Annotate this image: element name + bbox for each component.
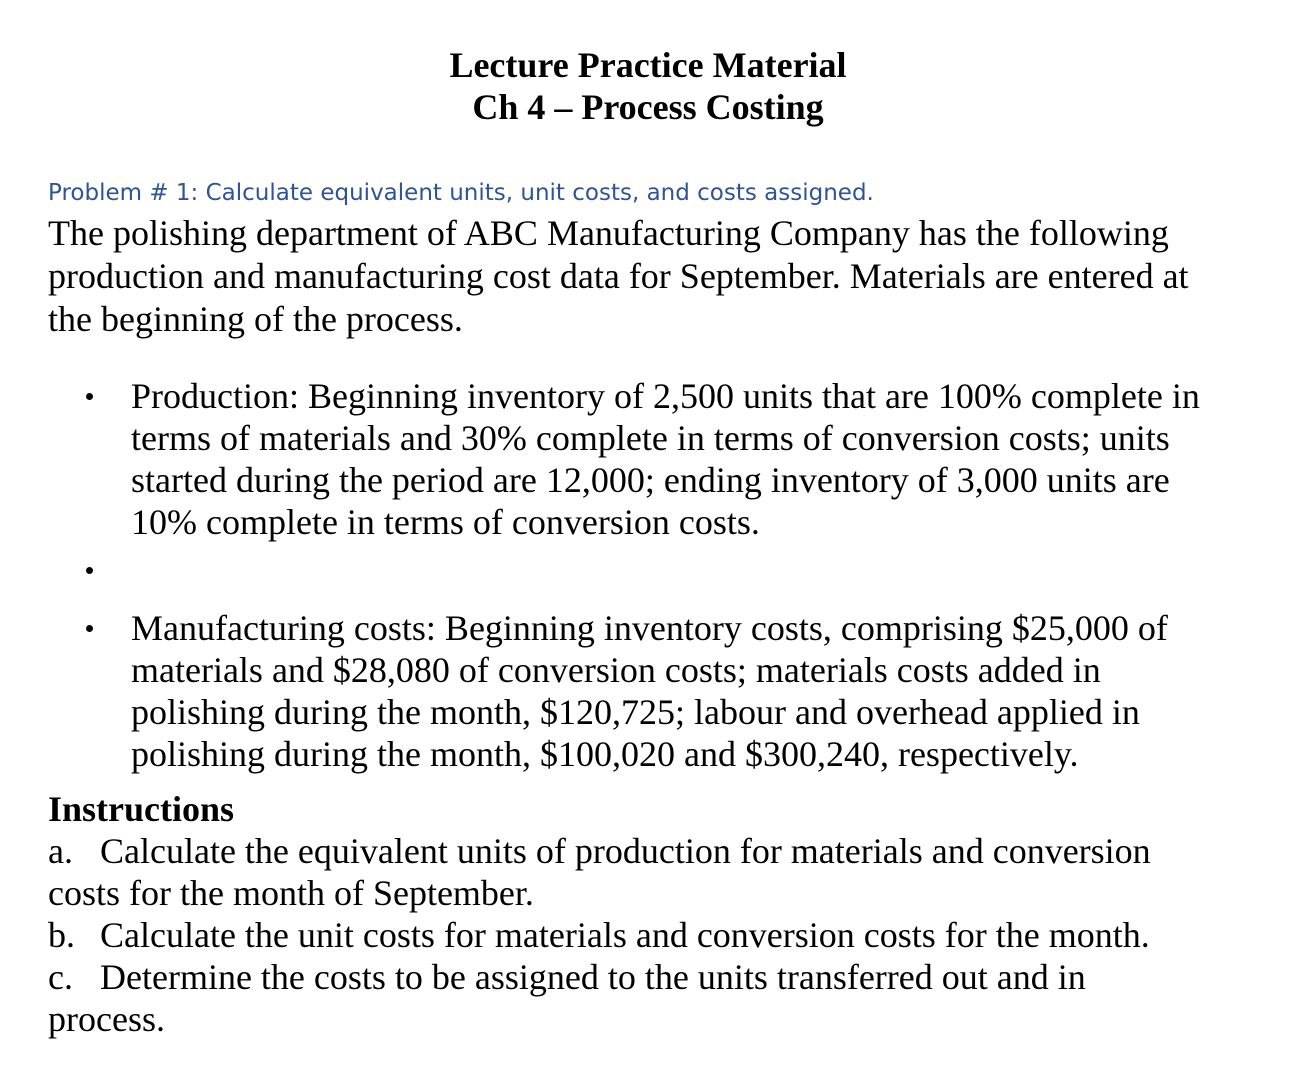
bullet-line: Production: Beginning inventory of 2,500 units that are 100% complete in bbox=[131, 376, 1200, 416]
instructions-heading: Instructions bbox=[48, 789, 235, 829]
bullet-list bbox=[0, 375, 1296, 775]
bullet-line: started during the period are 12,000; ending inventory of 3,000 units are bbox=[131, 460, 1170, 500]
bullet-line: polishing during the month, $100,020 and $300,240, respectively. bbox=[131, 734, 1079, 774]
intro-line: the beginning of the process. bbox=[48, 299, 463, 339]
bullet-line: terms of materials and 30% complete in terms of conversion costs; units bbox=[131, 418, 1170, 458]
instruction-b bbox=[48, 914, 1268, 956]
instructions-section bbox=[48, 788, 1268, 1040]
bullet-dot-icon bbox=[86, 567, 93, 574]
bullet-line: polishing during the month, $120,725; labour and overhead applied in bbox=[131, 692, 1140, 732]
instruction-letter: a. bbox=[48, 831, 73, 871]
instruction-text: Calculate the unit costs for materials and conversion costs for the month. bbox=[100, 915, 1150, 955]
document-title bbox=[0, 44, 1296, 128]
title-line-1: Lecture Practice Material bbox=[449, 45, 847, 85]
instruction-a bbox=[48, 830, 1268, 872]
bullet-empty bbox=[0, 543, 1296, 607]
bullet-production bbox=[0, 375, 1296, 543]
bullet-manufacturing-costs bbox=[0, 607, 1296, 775]
bullet-dot-icon bbox=[86, 393, 93, 400]
instruction-letter: c. bbox=[48, 957, 73, 997]
instruction-text: Calculate the equivalent units of production for materials and conversion bbox=[100, 831, 1151, 871]
problem-intro bbox=[48, 212, 1248, 341]
intro-line: The polishing department of ABC Manufacturing Company has the following bbox=[48, 213, 1169, 253]
instruction-letter: b. bbox=[48, 915, 75, 955]
title-line-2: Ch 4 – Process Costing bbox=[472, 87, 824, 127]
problem-heading: Problem # 1: Calculate equivalent units, unit costs, and costs assigned. bbox=[48, 180, 874, 206]
instruction-c-continued: process. bbox=[48, 999, 165, 1039]
bullet-line: materials and $28,080 of conversion costs; materials costs added in bbox=[131, 650, 1101, 690]
bullet-line: Manufacturing costs: Beginning inventory costs, comprising $25,000 of bbox=[131, 608, 1168, 648]
instruction-text: Determine the costs to be assigned to the units transferred out and in bbox=[100, 957, 1086, 997]
instruction-c bbox=[48, 956, 1268, 998]
intro-line: production and manufacturing cost data for September. Materials are entered at bbox=[48, 256, 1189, 296]
bullet-dot-icon bbox=[86, 625, 93, 632]
bullet-line: 10% complete in terms of conversion costs. bbox=[131, 502, 760, 542]
instruction-a-continued: costs for the month of September. bbox=[48, 873, 534, 913]
